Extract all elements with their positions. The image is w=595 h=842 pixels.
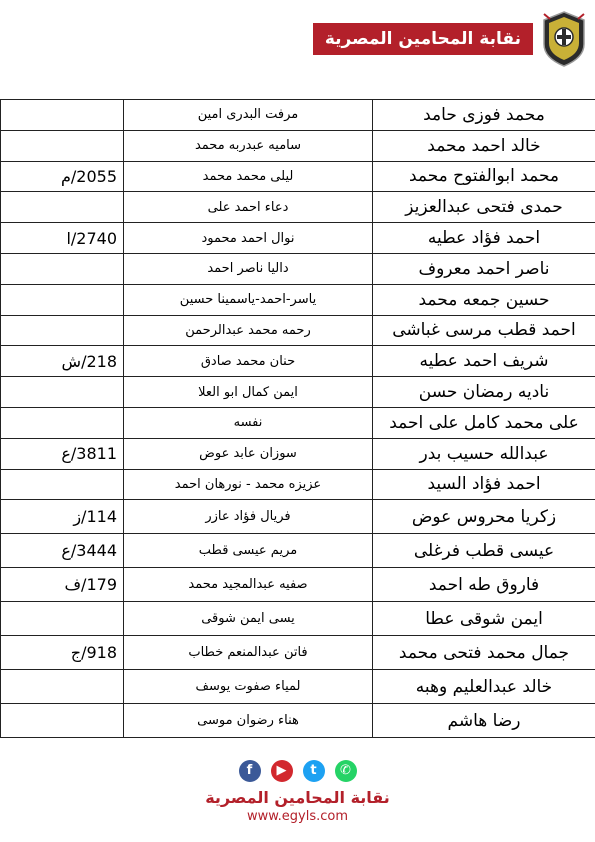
lawyer-name-cell: جمال محمد فتحى محمد xyxy=(373,636,595,670)
table-row xyxy=(1,438,595,469)
lawyer-name-cell: محمد فوزى حامد xyxy=(373,100,595,131)
registration-code-cell xyxy=(1,568,124,602)
youtube-icon[interactable]: ▶ xyxy=(271,760,293,782)
table-row xyxy=(1,469,595,500)
client-name-cell: مريم عيسى قطب xyxy=(124,534,373,568)
registration-code-cell xyxy=(1,636,124,670)
client-name-cell: هناء رضوان موسى xyxy=(124,704,373,738)
lawyer-name-cell: ناديه رمضان حسن xyxy=(373,377,595,408)
client-name-cell: حنان محمد صادق xyxy=(124,346,373,377)
registration-code-cell xyxy=(1,161,124,192)
lawyer-name-cell: عبدالله حسيب بدر xyxy=(373,438,595,469)
syndicate-logo-icon xyxy=(541,10,587,68)
twitter-icon[interactable]: t xyxy=(303,760,325,782)
client-name-cell: داليا ناصر احمد xyxy=(124,253,373,284)
brand-banner: نقابة المحامين المصرية xyxy=(313,23,533,55)
registration-code-cell xyxy=(1,469,124,500)
table-row xyxy=(1,534,595,568)
client-name-cell: ليلى محمد محمد xyxy=(124,161,373,192)
registration-code: 2740/ا xyxy=(66,228,117,248)
table-row xyxy=(1,500,595,534)
client-name-cell: لمياء صفوت يوسف xyxy=(124,670,373,704)
table-row xyxy=(1,346,595,377)
registration-code-cell xyxy=(1,346,124,377)
registration-code-cell xyxy=(1,704,124,738)
whatsapp-icon[interactable]: ✆ xyxy=(335,760,357,782)
client-name-cell: نوال احمد محمود xyxy=(124,223,373,254)
table-row xyxy=(1,636,595,670)
lawyer-name-cell: ايمن شوقى عطا xyxy=(373,602,595,636)
lawyer-name-cell: احمد فؤاد السيد xyxy=(373,469,595,500)
registration-code-cell xyxy=(1,670,124,704)
client-name-cell: عزيزه محمد - نورهان احمد xyxy=(124,469,373,500)
registration-code-cell xyxy=(1,192,124,223)
lawyer-name-cell: احمد قطب مرسى غباشى xyxy=(373,315,595,346)
table-row xyxy=(1,407,595,438)
table-row xyxy=(1,100,595,131)
table-row xyxy=(1,223,595,254)
client-name-cell: ياسر-احمد-ياسمينا حسين xyxy=(124,284,373,315)
client-name-cell: يسى ايمن شوقى xyxy=(124,602,373,636)
lawyer-name-cell: رضا هاشم xyxy=(373,704,595,738)
lawyer-name-cell: عيسى قطب فرغلى xyxy=(373,534,595,568)
client-name-cell: ساميه عبدربه محمد xyxy=(124,130,373,161)
client-name-cell: رحمه محمد عبدالرحمن xyxy=(124,315,373,346)
registration-code: 114/ز xyxy=(73,507,117,527)
social-icons xyxy=(0,760,595,782)
table-row xyxy=(1,315,595,346)
facebook-icon[interactable]: f xyxy=(239,760,261,782)
footer-url[interactable]: www.egyls.com xyxy=(246,809,349,824)
client-name-cell: صفيه عبدالمجيد محمد xyxy=(124,568,373,602)
registration-code: 3811/ع xyxy=(61,444,117,464)
table-row xyxy=(1,253,595,284)
registration-code-cell xyxy=(1,602,124,636)
registration-code-cell xyxy=(1,315,124,346)
lawyer-name-cell: على محمد كامل على احمد xyxy=(373,407,595,438)
client-name-cell: فريال فؤاد عازر xyxy=(124,500,373,534)
client-name-cell: ايمن كمال ابو العلا xyxy=(124,377,373,408)
registration-code-cell xyxy=(1,377,124,408)
client-name-cell: دعاء احمد على xyxy=(124,192,373,223)
lawyers-table xyxy=(0,99,595,738)
lawyer-name-cell: محمد ابوالفتوح محمد xyxy=(373,161,595,192)
lawyer-name-cell: ناصر احمد معروف xyxy=(373,253,595,284)
table-row xyxy=(1,377,595,408)
client-name-cell: نفسه xyxy=(124,407,373,438)
lawyer-name-cell: شريف احمد عطيه xyxy=(373,346,595,377)
registration-code-cell xyxy=(1,100,124,131)
client-name-cell: فاتن عبدالمنعم خطاب xyxy=(124,636,373,670)
lawyer-name-cell: حسين جمعه محمد xyxy=(373,284,595,315)
lawyer-name-cell: زكريا محروس عوض xyxy=(373,500,595,534)
registration-code-cell xyxy=(1,438,124,469)
registration-code: 2055/م xyxy=(60,166,117,186)
client-name-cell: مرفت البدرى امين xyxy=(124,100,373,131)
table-row xyxy=(1,192,595,223)
registration-code: 3444/ع xyxy=(61,541,117,561)
table-row xyxy=(1,568,595,602)
lawyer-name-cell: خالد عبدالعليم وهبه xyxy=(373,670,595,704)
registration-code-cell xyxy=(1,223,124,254)
lawyer-name-cell: خالد احمد محمد xyxy=(373,130,595,161)
lawyer-name-cell: حمدى فتحى عبدالعزيز xyxy=(373,192,595,223)
footer-brand: نقابة المحامين المصرية xyxy=(205,788,390,807)
header xyxy=(313,8,587,70)
registration-code-cell xyxy=(1,284,124,315)
footer xyxy=(0,760,595,826)
registration-code: 918/ج xyxy=(70,643,117,663)
registration-code: 179/ف xyxy=(64,575,117,595)
table-row xyxy=(1,704,595,738)
table-row xyxy=(1,670,595,704)
table-row xyxy=(1,602,595,636)
registration-code-cell xyxy=(1,130,124,161)
registration-code-cell xyxy=(1,534,124,568)
registration-code-cell xyxy=(1,253,124,284)
client-name-cell: سوزان عابد عوض xyxy=(124,438,373,469)
registration-code: 218/ش xyxy=(61,351,117,371)
lawyer-name-cell: احمد فؤاد عطيه xyxy=(373,223,595,254)
registration-code-cell xyxy=(1,500,124,534)
table-row xyxy=(1,284,595,315)
lawyer-name-cell: فاروق طه احمد xyxy=(373,568,595,602)
table-row xyxy=(1,161,595,192)
table-row xyxy=(1,130,595,161)
registration-code-cell xyxy=(1,407,124,438)
